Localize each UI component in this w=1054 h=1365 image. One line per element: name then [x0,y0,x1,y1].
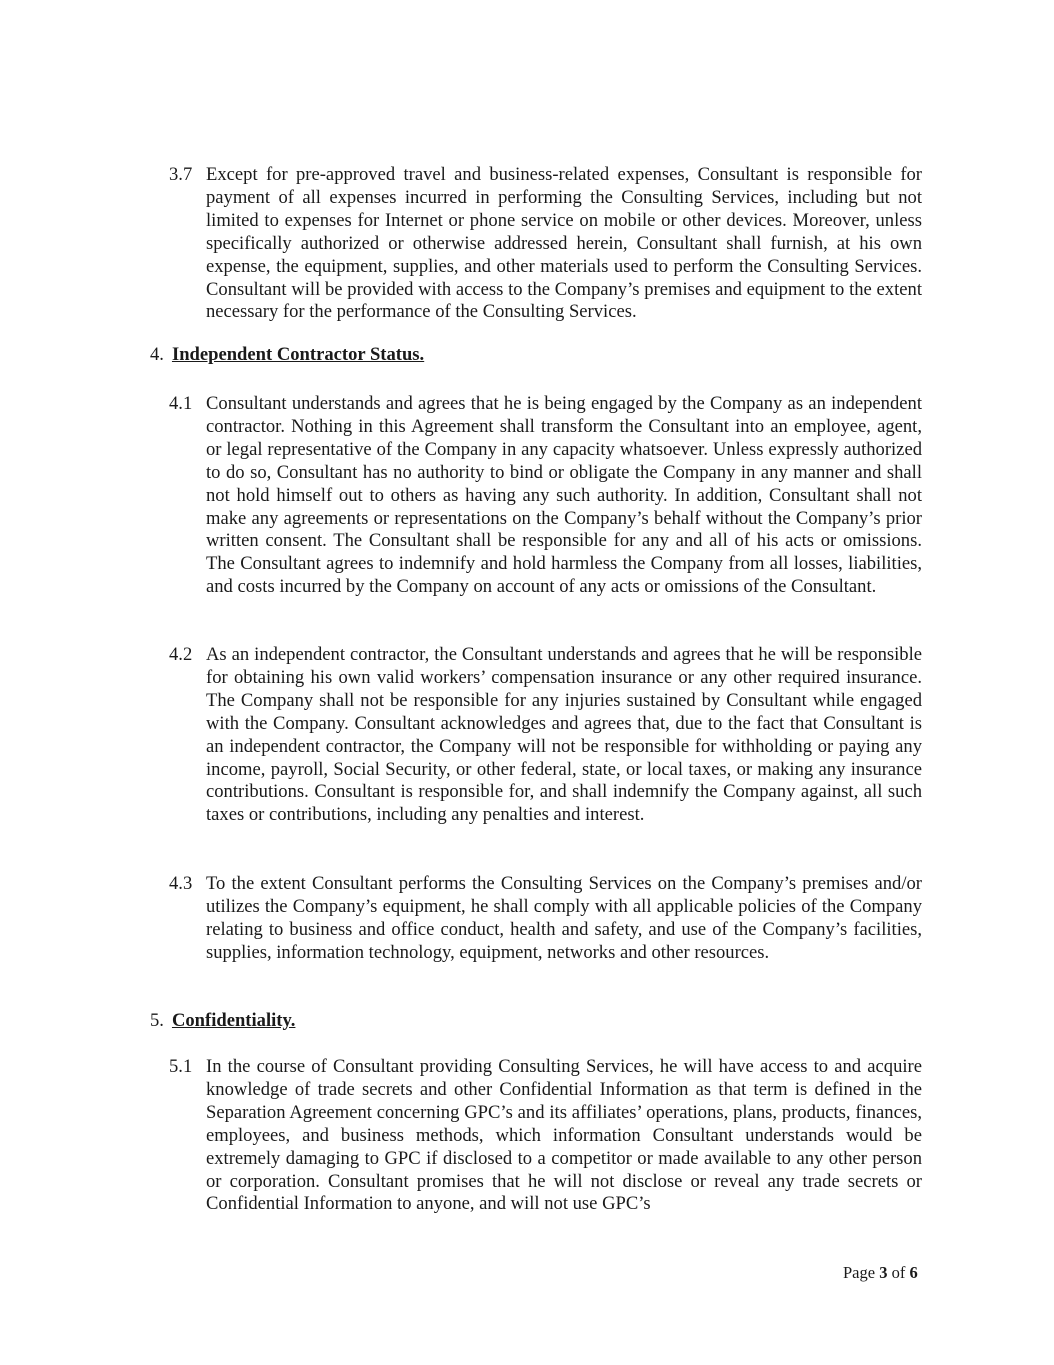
heading-title: Independent Contractor Status. [171,344,425,365]
section-4-2 [169,644,922,827]
paragraph-text: In the course of Consultant providing Consulting Services, he will have access to and acquire knowledge of trade secrets and other Confidential Information as that term is defined in the Separation Agreement concerning GPC’s and its affiliates’ operations, plans, products, finances, employees, and business methods, which information Consultant understands would be extremely damaging to GPC if disclosed to a competitor or made available to any other person or corporation. Consultant promises that he will not disclose or reveal any trade secrets or Confidential Information to anyone, and will not use GPC’s [206,1056,922,1215]
section-number: 4.3 [169,873,193,894]
section-5-1 [169,1056,922,1216]
page-number [843,1262,918,1285]
page-of-label: of [891,1263,906,1282]
section-4-3 [169,873,922,965]
heading-number: 5. [150,1010,164,1031]
section-number: 4.2 [169,644,193,665]
section-5-heading [150,1010,295,1033]
paragraph-text: To the extent Consultant performs the Consulting Services on the Company’s premises and/or utilizes the Company’s equipment, he shall comply with all applicable policies of the Company relating to business and office conduct, health and safety, and use of the Company’s facilities, supplies, information technology, equipment, networks and other resources. [206,873,922,963]
paragraph-text: Consultant understands and agrees that he is being engaged by the Company as an independent contractor. Nothing in this Agreement shall transform the Consultant into an employee, agent, or legal representative of the Company in any capacity whatsoever. Unless expressly authorized to do so, Consultant has no authority to bind or obligate the Company in any manner and shall not hold himself out to others as having any such authority. In addition, Consultant shall not make any agreements or representations on the Company’s behalf without the Company’s prior written consent. The Consultant shall be responsible for any and all of his acts or omissions. The Consultant agrees to indemnify and hold harmless the Company from all losses, liabilities, and costs incurred by the Company on account of any acts or omissions of the Consultant. [206,393,922,598]
section-number: 5.1 [169,1056,193,1077]
current-page: 3 [879,1263,888,1282]
total-pages: 6 [909,1263,918,1282]
section-4-heading [150,344,424,367]
page-label: Page [843,1263,876,1282]
heading-number: 4. [150,344,164,365]
heading-title: Confidentiality. [171,1010,296,1031]
section-3-7 [169,164,922,324]
section-number: 3.7 [169,164,193,185]
paragraph-text: As an independent contractor, the Consultant understands and agrees that he will be responsible for obtaining his own valid workers’ compensation insurance or any other required insurance. The Company shall not be responsible for any injuries sustained by Consultant while engaged with the Company. Consultant acknowledges and agrees that, due to the fact that Consultant is an independent contractor, the Company will not be responsible for withholding or paying any income, payroll, Social Security, or other federal, state, or local taxes, or making any insurance contributions. Consultant is responsible for, and shall indemnify the Company against, all such taxes or contributions, including any penalties and interest. [206,644,922,826]
section-4-1 [169,393,922,599]
paragraph-text: Except for pre-approved travel and business-related expenses, Consultant is responsible for payment of all expenses incurred in performing the Consulting Services, including but not limited to expenses for Internet or phone service on mobile or other devices. Moreover, unless specifically authorized or otherwise addressed herein, Consultant shall furnish, at his own expense, the equipment, supplies, and other materials used to perform the Consulting Services. Consultant will be provided with access to the Company’s premises and equipment to the extent necessary for the performance of the Consulting Services. [206,164,922,323]
section-number: 4.1 [169,393,193,414]
